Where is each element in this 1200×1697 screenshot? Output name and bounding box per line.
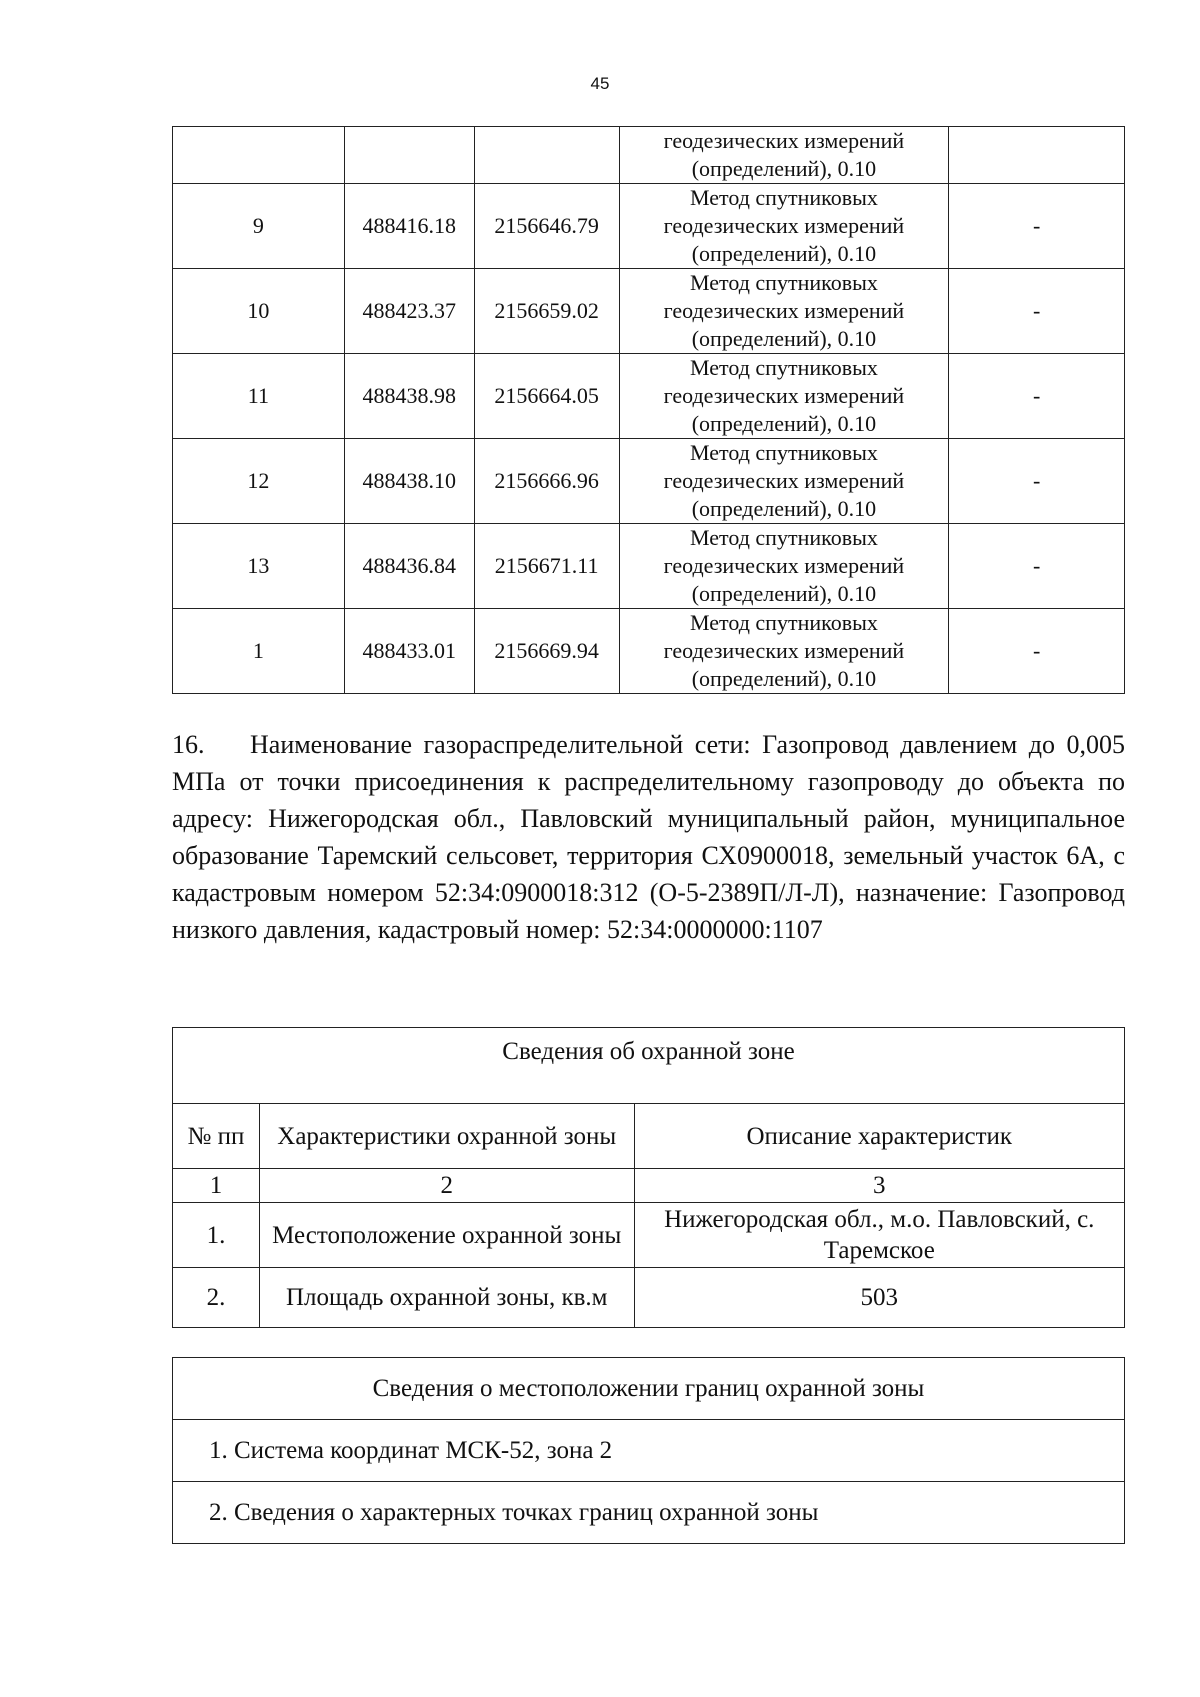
section-paragraph: [172, 726, 1125, 948]
method-cell: [619, 354, 949, 439]
coord-y: 2156659.02: [474, 269, 619, 354]
note-cell: -: [949, 269, 1125, 354]
coord-x: 488416.18: [344, 184, 474, 269]
header-number: № пп: [173, 1104, 260, 1169]
method-line: Метод спутниковых: [690, 525, 878, 550]
method-cell: [619, 269, 949, 354]
method-line: геодезических измерений: [663, 213, 905, 238]
table-row: [173, 269, 1125, 354]
row-description: 503: [634, 1268, 1124, 1328]
coord-x: 488433.01: [344, 609, 474, 694]
method-line: Метод спутниковых: [690, 440, 878, 465]
method-line: (определений), 0.10: [691, 666, 877, 691]
coord-x: 488423.37: [344, 269, 474, 354]
row-number: 1.: [173, 1203, 260, 1268]
method-cell: [619, 184, 949, 269]
row-number: 2.: [173, 1268, 260, 1328]
paragraph-number: 16.: [172, 730, 205, 759]
point-number: 10: [173, 269, 345, 354]
index-cell: 1: [173, 1169, 260, 1203]
method-line: (определений), 0.10: [691, 241, 877, 266]
coord-y: 2156646.79: [474, 184, 619, 269]
method-line: геодезических измерений: [663, 638, 905, 663]
point-number: 1: [173, 609, 345, 694]
header-characteristic: Характеристики охранной зоны: [259, 1104, 634, 1169]
table-row: [173, 609, 1125, 694]
coord-y: 2156666.96: [474, 439, 619, 524]
note-cell: -: [949, 184, 1125, 269]
point-number: 11: [173, 354, 345, 439]
method-line: геодезических измерений: [663, 128, 905, 153]
note-cell: -: [949, 439, 1125, 524]
note-cell: -: [949, 354, 1125, 439]
method-line: (определений), 0.10: [691, 326, 877, 351]
method-line: (определений), 0.10: [691, 411, 877, 436]
table-row: [173, 184, 1125, 269]
method-line: геодезических измерений: [663, 383, 905, 408]
coord-x: 488438.10: [344, 439, 474, 524]
index-cell: 2: [259, 1169, 634, 1203]
method-line: геодезических измерений: [663, 298, 905, 323]
list-item: 2. Сведения о характерных точках границ охранной зоны: [173, 1482, 1125, 1544]
index-cell: 3: [634, 1169, 1124, 1203]
boundary-info-table: [172, 1357, 1125, 1544]
header-description: Описание характеристик: [634, 1104, 1124, 1169]
point-number: 13: [173, 524, 345, 609]
coord-x: 488436.84: [344, 524, 474, 609]
row-description: Нижегородская обл., м.о. Павловский, с. Таремское: [634, 1203, 1124, 1268]
page-number: 45: [590, 74, 610, 93]
paragraph-text: Наименование газораспределительной сети: Газопровод давлением до 0,005 МПа от точки присоединения к распределительному газопроводу до объекта по адресу: Нижегородская обл., Павловский муниципальный район, муниципальное образование Таремский сельсовет, территория СХ0900018, земельный участок 6А, с кадастровым номером 52:34:0900018:312 (О-5-2389П/Л-Л), назначение: Газопровод низкого давления, кадастровый номер: 52:34:0000000:1107: [172, 730, 1125, 944]
point-number: 12: [173, 439, 345, 524]
table-row: [173, 439, 1125, 524]
method-line: Метод спутниковых: [690, 270, 878, 295]
zone-info-table: [172, 1027, 1125, 1328]
method-line: (определений), 0.10: [691, 581, 877, 606]
point-number: 9: [173, 184, 345, 269]
method-cell: [619, 127, 949, 184]
method-cell: [619, 439, 949, 524]
table-row: [173, 1203, 1125, 1268]
list-item: 1. Система координат МСК-52, зона 2: [173, 1420, 1125, 1482]
method-cell: [619, 524, 949, 609]
method-line: Метод спутниковых: [690, 355, 878, 380]
table-title: Сведения об охранной зоне: [173, 1028, 1125, 1104]
method-cell: [619, 609, 949, 694]
coordinates-table: [172, 126, 1125, 694]
table-row: [173, 354, 1125, 439]
coord-y: 2156669.94: [474, 609, 619, 694]
table-title: Сведения о местоположении границ охранной зоны: [173, 1358, 1125, 1420]
method-line: (определений), 0.10: [691, 156, 877, 181]
note-cell: -: [949, 524, 1125, 609]
coord-x: 488438.98: [344, 354, 474, 439]
row-characteristic: Площадь охранной зоны, кв.м: [259, 1268, 634, 1328]
row-characteristic: Местоположение охранной зоны: [259, 1203, 634, 1268]
coord-y: 2156671.11: [474, 524, 619, 609]
method-line: Метод спутниковых: [690, 185, 878, 210]
table-row: [173, 524, 1125, 609]
table-row: [173, 1268, 1125, 1328]
method-line: геодезических измерений: [663, 553, 905, 578]
method-line: (определений), 0.10: [691, 496, 877, 521]
table-row: [173, 127, 1125, 184]
method-line: геодезических измерений: [663, 468, 905, 493]
coord-y: 2156664.05: [474, 354, 619, 439]
note-cell: -: [949, 609, 1125, 694]
method-line: Метод спутниковых: [690, 610, 878, 635]
